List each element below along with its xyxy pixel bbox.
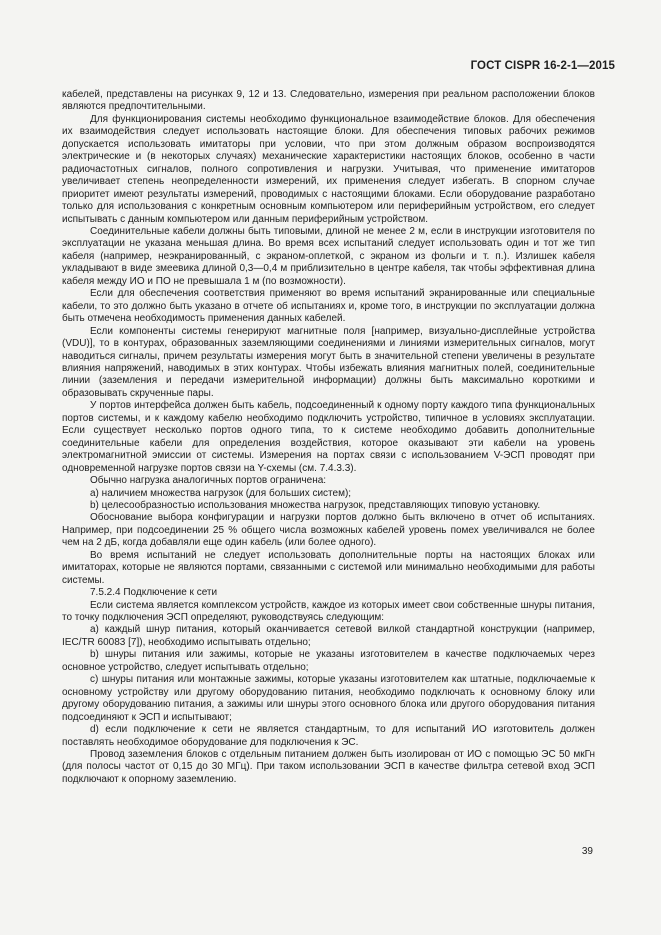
paragraph-grounding: Провод заземления блоков с отдельным питанием должен быть изолирован от ИО с помощью ЭС 50 мкГн (для полосы частот от 0,15 до 30 МГц). При таком использовании ЭСП в качестве фильтра сетевой вход ЭСП подключают к опорному заземлению.: [62, 749, 595, 785]
list-item-mains-c: c) шнуры питания или монтажные зажимы, которые указаны изготовителем как штатные, подключаемые к основному устройству или другому оборудованию питания, необходимо подключать к основному блоку или другому оборудованию питания, а зажимы или шнуры этого основного блока или другого оборудования питания подсоединяют к ЭСП и испытывают;: [62, 674, 595, 723]
paragraph-interface-ports: У портов интерфейса должен быть кабель, подсоединенный к одному порту каждого типа функциональных портов системы, и к каждому кабелю необходимо подключить устройство, типичное в условиях эксплуатации. Если существует несколько портов одного типа, то к системе необходимо добавить дополнительные соединительные кабели для определения воздействия, которое оказывают эти кабели на уровень электромагнитной эмиссии от системы. Измерения на портах связи с использованием V-ЭСП проводят при одновременной нагрузке портов связи на Y-схемы (см. 7.4.3.3).: [62, 400, 595, 474]
paragraph-mains-connection: Если система является комплексом устройств, каждое из которых имеет свои собственные шнуры питания, то точку подключения ЭСП определяют, руководствуясь следующим:: [62, 599, 595, 624]
list-item-mains-d: d) если подключение к сети не является стандартным, то для испытаний ИО изготовитель должен поставлять необходимое оборудование для подключения к ЭС.: [62, 724, 595, 748]
body-text: [62, 89, 595, 786]
list-item-mains-a: a) каждый шнур питания, который оканчивается сетевой вилкой стандартной конструкции (например, IEC/TR 60083 [7]), необходимо испытывать отдельно;: [62, 624, 595, 648]
paragraph-blocks-interaction: Для функционирования системы необходимо функциональное взаимодействие блоков. Для обеспечения их взаимодействия следует использовать настоящие блоки. Для обеспечения типовых рабочих режимов допускается использовать имитаторы при условии, что при этом должным образом воспроизводятся электрические и (в некоторых случаях) механические характеристики настоящих блоков, особенно в части радиочастотных сигналов, полного сопротивления и нагрузки. Учитывая, что применение имитаторов увеличивает степень неопределенности измерений, их применения следует избегать. В спорном случае приоритет имеют результаты измерений, проводимых с настоящими блоками. Если оборудование разработано только для использования с конкретным основным компьютером или периферийным устройством, его следует испытывать с данным компьютером или данным периферийным устройством.: [62, 113, 595, 225]
list-item-b: b) целесообразностью использования множества нагрузок, представляющих типовую установку.: [90, 499, 541, 511]
document-header: ГОСТ CISPR 16-2-1—2015: [470, 60, 615, 72]
list-item-a: a) наличием множества нагрузок (для больших систем);: [90, 487, 352, 499]
paragraph-magnetic-fields: Если компоненты системы генерируют магнитные поля [например, визуально-дисплейные устройства (VDU)], то в контурах, образованных заземляющими соединениями и линиями измерительных сигналов, могут наводиться сигналы, причем результаты измерения могут быть в значительной степени увеличены в результате влияния напряжений, наводимых в этих контурах. Чтобы избежать влияния магнитных полей, соединительные линии (заземления и передачи измерительной информации) должны быть максимально короткими и образовывать скрученные пары.: [62, 325, 595, 399]
paragraph-load-limit: Обычно нагрузка аналогичных портов ограничена:: [90, 475, 327, 487]
section-heading: 7.5.2.4 Подключение к сети: [90, 587, 218, 599]
paragraph-justification: Обоснование выбора конфигурации и нагрузки портов должно быть включено в отчет об испытаниях. Например, при подсоединении 25 % общего числа возможных кабелей уровень помех увеличивался не более чем на 2 дБ, когда добавляли еще один кабель (или более одного).: [62, 512, 595, 549]
page-number: 39: [581, 846, 593, 857]
paragraph-shielded-cables: Если для обеспечения соответствия применяют во время испытаний экранированные или специальные кабели, то это должно быть указано в отчете об испытаниях и, кроме того, в инструкции по эксплуатации должна быть отмечена необходимость применения данных кабелей.: [62, 288, 595, 325]
paragraph-continuation: кабелей, представлены на рисунках 9, 12 и 13. Следовательно, измерения при реальном расположении блоков являются предпочтительными.: [62, 89, 595, 113]
paragraph-extra-ports: Во время испытаний не следует использовать дополнительные порты на настоящих блоках или имитаторах, которые не являются портами, связанными с системой или минимально необходимыми для работы системы.: [62, 549, 595, 586]
paragraph-cables: Соединительные кабели должны быть типовыми, длиной не менее 2 м, если в инструкции изготовителя по эксплуатации не указана меньшая длина. Во время всех испытаний следует использовать один и тот же тип кабеля (например, неэкранированный, с экраном-оплеткой, с экраном из фольги и т. п.). Излишек кабеля укладывают в виде змеевика длиной 0,3—0,4 м приблизительно в центре кабеля, так чтобы эффективная длина кабеля между ИО и ПО не превышала 1 м (по возможности).: [62, 225, 595, 287]
list-item-mains-b: b) шнуры питания или зажимы, которые не указаны изготовителем в качестве подключаемых через основное устройство, следует испытывать отдельно;: [62, 649, 595, 673]
